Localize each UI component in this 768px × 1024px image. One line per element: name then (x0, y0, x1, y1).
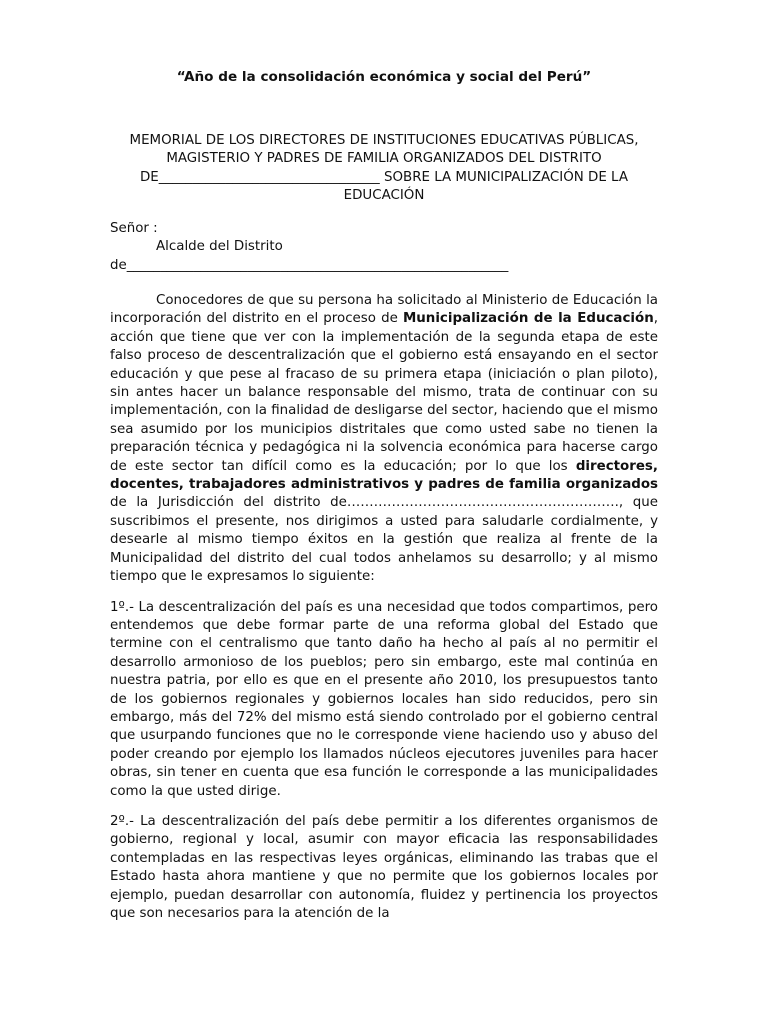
memorial-title (110, 132, 658, 206)
intro-paragraph (110, 292, 658, 587)
intro-text-1: Conocedores de que su persona ha solicitado al Ministerio de Educación la incorporación del distrito en el proceso de (110, 293, 658, 327)
intro-bold-2: directores, docentes, trabajadores administrativos y padres de familia organizados (110, 458, 658, 493)
title-line-2: MAGISTERIO Y PADRES DE FAMILIA ORGANIZADOS DEL DISTRITO (166, 151, 602, 167)
title-line-1: MEMORIAL DE LOS DIRECTORES DE INSTITUCIONES EDUCATIVAS PÚBLICAS, (129, 133, 639, 148)
district-line: de_________________________________________________________ (110, 257, 509, 273)
memorial-body (110, 292, 658, 935)
intro-bold-1: Municipalización de la Educación (402, 311, 654, 327)
intro-text-2: , acción que tiene que ver con la implementación de la segunda etapa de este falso proceso de descentralización que el gobierno está ensayando en el sector educación y que pese al fracaso de su primera etapa (iniciación o plan piloto), sin antes hacer un balance responsable del mismo, trata de continuar con su implementación, con la finalidad de desligarse del sector, haciendo que el mismo sea asumido por los municipios distritales que como usted sabe no tienen la preparación técnica y pedagógica ni la solvencia económica para hacerse cargo de este sector tan difícil como es la educación; por lo que los (110, 311, 658, 474)
addressee: Alcalde del Distrito (156, 239, 283, 255)
intro-text-3: de la Jurisdicción del distrito de……………………………………………………., que suscribimos el presente, nos dirigimos a usted para saludarle cordialmente, y desearle al mismo tiempo éxitos en la gestión que realiza al frente de la Municipalidad del distrito del cual todos anhelamos su desarrollo; y al mismo tiempo que le expresamos lo siguiente: (110, 495, 658, 585)
salutation-block (110, 220, 658, 275)
greeting: Señor : (110, 221, 158, 236)
title-line-4: EDUCACIÓN (343, 188, 425, 204)
point-1-paragraph: 1º.- La descentralización del país es una necesidad que todos compartimos, pero entendemos que debe formar parte de una reforma global del Estado que termine con el centralismo que tanto daño ha hecho al país al no permitir el desarrollo armonioso de los pueblos; pero sin embargo, este mal continúa en nuestra patria, por ello es que en el presente año 2010, los presupuestos tanto de los gobiernos regionales y gobiernos locales han sido reducidos, pero sin embargo, más del 72% del mismo está siendo controlado por el gobierno central que usurpando funciones que no le corresponde viene haciendo uso y abuso del poder creando por ejemplo los llamados núcleos ejecutores juveniles para hacer obras, sin tener en cuenta que esa función le corresponde a las municipalidades como la que usted dirige. (110, 599, 658, 799)
year-motto: “Año de la consolidación económica y social del Perú” (176, 69, 592, 85)
title-line-3: DE_________________________________ SOBRE LA MUNICIPALIZACIÓN DE LA (140, 169, 628, 185)
point-2-paragraph: 2º.- La descentralización del país debe permitir a los diferentes organismos de gobierno, regional y local, asumir con mayor eficacia las responsabilidades contempladas en las respectivas leyes orgánicas, eliminando las trabas que el Estado hasta ahora mantiene y que no permite que los gobiernos locales por ejemplo, puedan desarrollar con autonomía, fluidez y pertinencia los proyectos que son necesarios para la atención de la (110, 813, 658, 921)
